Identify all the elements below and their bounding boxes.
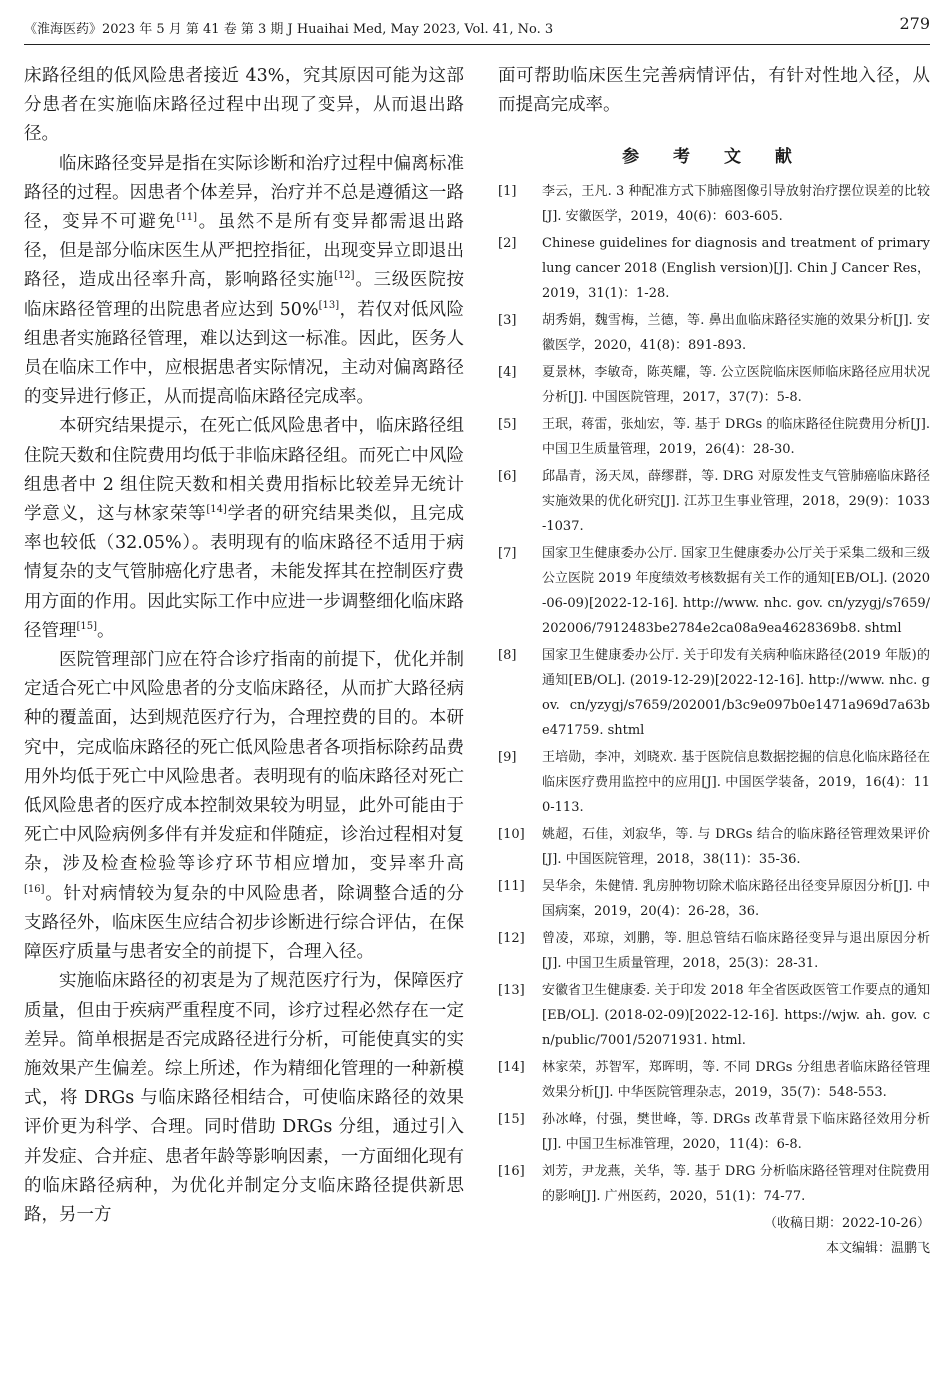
reference-number: [7] — [498, 546, 517, 562]
paragraph-text: 临床路径变异是指在实际诊断和治疗过程中偏离标准路径的过程。因患者个体差异，治疗并不总是遵循这一路径，变异不可避免 — [24, 153, 464, 233]
reference-item — [498, 822, 930, 872]
reference-text: 孙冰峰，付强，樊世峰，等. DRGs 改革背景下临床路径效用分析[J]. 中国卫生标准管理，2020，11(4)：6-8. — [542, 1112, 930, 1153]
reference-item — [498, 308, 930, 358]
paragraph-text: ，若仅对低风险组患者实施路径管理，难以达到这一标准。因此，医务人员在临床工作中，应根据患者实际情况，主动对偏离路径的变异进行修正，从而提高临床路径完成率。 — [24, 299, 464, 408]
reference-number: [15] — [498, 1112, 525, 1128]
reference-item — [498, 874, 930, 924]
running-header — [24, 12, 930, 45]
reference-text: 李云，王凡. 3 种配准方式下肺癌图像引导放射治疗摆位误差的比较[J]. 安徽医学，2019，40(6)：603-605. — [542, 184, 930, 225]
reference-item — [498, 1159, 930, 1209]
reference-item — [498, 231, 930, 306]
reference-number: [2] — [498, 236, 517, 252]
reference-item — [498, 745, 930, 820]
paragraph-text: 学者的研究结果类似，且完成率也较低（32.05%）。表明现有的临床路径不适用于病情复杂的支气管肺癌化疗患者，未能发挥其在控制医疗费用方面的作用。因此实际工作中应进一步调整细化临床路径管理 — [24, 504, 465, 641]
references-title: 参 考 文 献 — [622, 147, 806, 168]
citation-marker: [14] — [206, 504, 227, 516]
reference-text: 安徽省卫生健康委. 关于印发 2018 年全省医政医管工作要点的通知[EB/OL]. (2018-02-09)[2022-12-16]. https://wjw. ah. gov. cn/public/7001/52071931. html. — [542, 983, 930, 1049]
reference-number: [12] — [498, 931, 525, 947]
reference-number: [1] — [498, 184, 517, 200]
reference-text: 曾凌，邓琼，刘鹏，等. 胆总管结石临床路径变异与退出原因分析[J]. 中国卫生质量管理，2018，25(3)：28-31. — [542, 931, 930, 972]
reference-item — [498, 412, 930, 462]
reference-number: [9] — [498, 750, 517, 766]
reference-number: [4] — [498, 365, 517, 381]
reference-number: [5] — [498, 417, 517, 433]
reference-item — [498, 926, 930, 976]
citation-marker: [15] — [76, 621, 98, 633]
reference-number: [13] — [498, 983, 525, 999]
citation-marker: [13] — [318, 299, 340, 311]
reference-text: 林家荣，苏智军，郑晖明，等. 不同 DRGs 分组患者临床路径管理效果分析[J]. 中华医院管理杂志，2019，35(7)：548-553. — [542, 1060, 930, 1101]
paragraph-text: 。三级医院按临床路径管理的出院患者应达到 50% — [24, 270, 465, 320]
reference-text: Chinese guidelines for diagnosis and treatment of primary lung cancer 2018 (English version)[J]. Chin J Cancer Res，2019，31(1)：1-28. — [542, 236, 930, 302]
reference-item — [498, 464, 930, 539]
left-column — [24, 62, 464, 1230]
reference-item — [498, 643, 930, 743]
body-paragraph-continued: 面可帮助临床医生完善病情评估，有针对性地入径，从而提高完成率。 — [498, 66, 930, 116]
reference-number: [6] — [498, 469, 517, 485]
reference-item — [498, 360, 930, 410]
body-paragraph — [24, 62, 464, 150]
paragraph-text: 医院管理部门应在符合诊疗指南的前提下，优化并制定适合死亡中风险患者的分支临床路径，从而扩大路径病种的覆盖面，达到规范医疗行为，合理控费的目的。本研究中，完成临床路径的死亡低风险患者各项指标除药品费用外均低于死亡中风险患者。表明现有的临床路径对死亡低风险患者的医疗成本控制效果较为明显，此外可能由于死亡中风险病例多伴有并发症和伴随症，诊治过程相对复杂，涉及检查检验等诊疗环节相应增加，变异率升高 — [24, 650, 464, 875]
reference-text: 王珉，蒋雷，张灿宏，等. 基于 DRGs 的临床路径住院费用分析[J]. 中国卫生质量管理，2019，26(4)：28-30. — [542, 417, 930, 458]
paragraph-text: 实施临床路径的初衷是为了规范医疗行为，保障医疗质量，但由于疾病严重程度不同，诊疗过程必然存在一定差异。简单根据是否完成路径进行分析，可能使真实的实施效果产生偏差。综上所述，作为精细化管理的一种新模式，将 DRGs 与临床路径相结合，可使临床路径的效果评价更为科学、合理。同时借助 DRGs 分组，通过引入并发症、合并症、患者年龄等影响因素，一方面细化现有的临床路径病种，为优化并制定分支临床路径提供新思路，另一方 — [24, 971, 464, 1225]
reference-number: [11] — [498, 879, 525, 895]
reference-item — [498, 541, 930, 641]
paragraph-text: 。 — [97, 620, 115, 641]
reference-item — [498, 1107, 930, 1157]
body-paragraph — [24, 646, 464, 967]
body-paragraph — [24, 412, 464, 646]
reference-text: 王培勋，李冲，刘晓欢. 基于医院信息数据挖掘的信息化临床路径在临床医疗费用监控中的应用[J]. 中国医学装备，2019，16(4)：110-113. — [542, 750, 930, 816]
reference-number: [10] — [498, 827, 525, 843]
reference-item — [498, 1055, 930, 1105]
reference-text: 刘芳，尹龙燕，关华，等. 基于 DRG 分析临床路径管理对住院费用的影响[J]. 广州医药，2020，51(1)：74-77. — [542, 1164, 930, 1205]
reference-number: [8] — [498, 648, 517, 664]
paragraph-text: 。针对病情较为复杂的中风险患者，除调整合适的分支路径外，临床医生应结合初步诊断进行综合评估，在保障医疗质量与患者安全的前提下，合理入径。 — [24, 883, 464, 963]
paragraph-text: 。虽然不是所有变异都需退出路径，但是部分临床医生从严把控指征，出现变异立即退出路径，造成出径率升高，影响路径实施 — [24, 212, 465, 291]
reference-text: 姚超，石佳，刘寂华，等. 与 DRGs 结合的临床路径管理效果评价[J]. 中国医院管理，2018，38(11)：35-36. — [542, 827, 930, 868]
body-paragraph — [24, 150, 464, 413]
received-date: （收稿日期：2022-10-26） — [764, 1216, 930, 1232]
reference-text: 夏景林，李敏奇，陈英耀，等. 公立医院临床医师临床路径应用状况分析[J]. 中国医院管理，2017，37(7)：5-8. — [542, 365, 930, 406]
paragraph-text: 本研究结果提示，在死亡低风险患者中，临床路径组住院天数和住院费用均低于非临床路径组。而死亡中风险组患者中 2 组住院天数和相关费用指标比较差异无统计学意义，这与林家荣等 — [24, 416, 464, 525]
reference-text: 吴华余，朱健情. 乳房肿物切除术临床路径出径变异原因分析[J]. 中国病案，2019，20(4)：26-28，36. — [542, 879, 930, 920]
citation-marker: [16] — [24, 883, 45, 895]
reference-number: [3] — [498, 313, 517, 329]
editor-credit: 本文编辑：温鹏飞 — [825, 1241, 930, 1257]
references-list — [498, 179, 930, 1209]
reference-text: 胡秀娟，魏雪梅，兰德，等. 鼻出血临床路径实施的效果分析[J]. 安徽医学，2020，41(8)：891-893. — [542, 313, 930, 354]
reference-text: 国家卫生健康委办公厅. 关于印发有关病种临床路径(2019 年版)的通知[EB/OL]. (2019-12-29)[2022-12-16]. http://www. nhc. gov. cn/yzygj/s7659/202001/b3c9e097b0e1471a969d7a63be471759. shtml — [542, 648, 930, 739]
right-column — [498, 62, 930, 1261]
reference-number: [16] — [498, 1164, 525, 1180]
reference-text: 国家卫生健康委办公厅. 国家卫生健康委办公厅关于采集二级和三级公立医院 2019 年度绩效考核数据有关工作的通知[EB/OL]. (2020-06-09)[2022-12-16]. http://www. nhc. gov. cn/yzygj/s7659/202006/7912483be2784e2ca08a9ea4628369b8. shtml — [542, 546, 930, 637]
journal-citation: 《淮海医药》2023 年 5 月 第 41 卷 第 3 期 J Huaihai Med, May 2023, Vol. 41, No. 3 — [24, 22, 554, 37]
reference-number: [14] — [498, 1060, 525, 1076]
citation-marker: [12] — [334, 270, 355, 282]
reference-item — [498, 179, 930, 229]
page-number: 279 — [899, 14, 930, 33]
citation-marker: [11] — [176, 212, 198, 224]
reference-text: 邱晶青，汤天凤，薛缪群，等. DRG 对原发性支气管肺癌临床路径实施效果的优化研究[J]. 江苏卫生事业管理，2018，29(9)：1033-1037. — [542, 469, 930, 535]
reference-item — [498, 978, 930, 1053]
paragraph-text: 床路径组的低风险患者接近 43%，究其原因可能为这部分患者在实施临床路径过程中出现了变异，从而退出路径。 — [24, 66, 464, 145]
body-paragraph — [24, 967, 464, 1230]
